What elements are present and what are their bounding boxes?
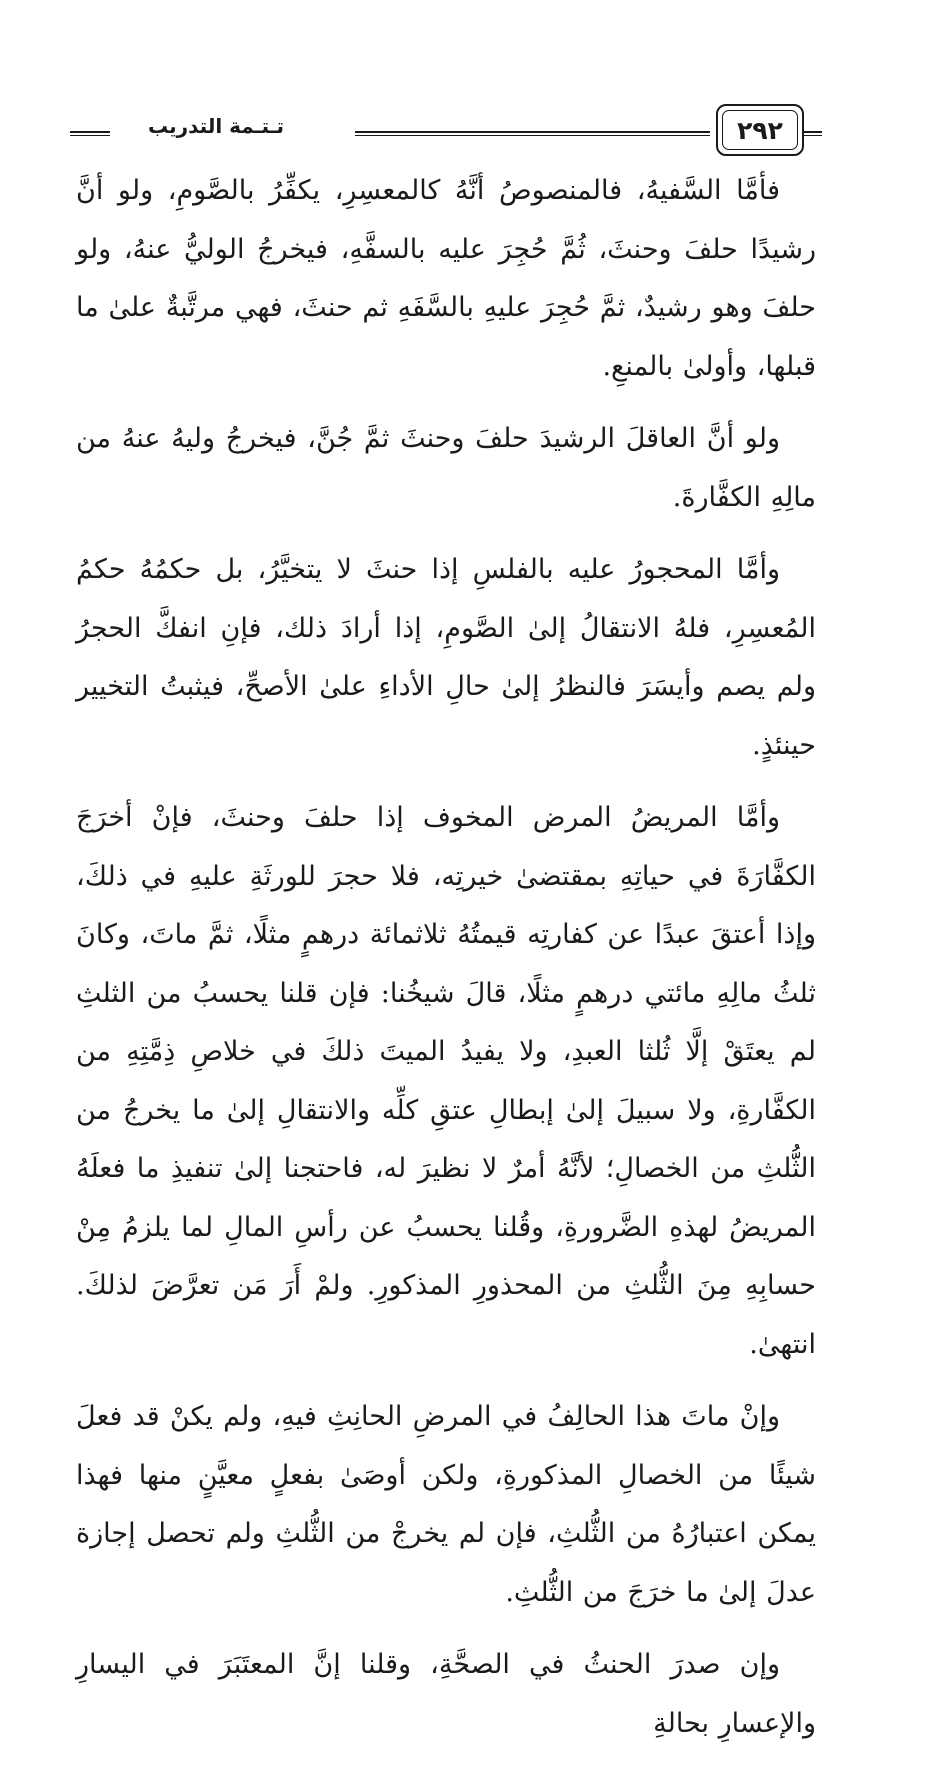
running-title: تـتـمة التدريب [147,114,285,138]
page-header [70,100,822,156]
header-rule-left [70,131,110,136]
paragraph: وإن صدرَ الحنثُ في الصحَّةِ، وقلنا إنَّ المعتَبَرَ في اليسارِ والإعسارِ بحالةِ [76,1649,816,1739]
paragraph: فأمَّا السَّفيهُ، فالمنصوصُ أنَّهُ كالمعسِرِ، يكفِّرُ بالصَّومِ، ولو أنَّ رشيدًا حلفَ وحنثَ، ثُمَّ حُجِرَ عليه بالسفَّهِ، فيخرجُ الوليُّ عنهُ، ولو حلفَ وهو رشيدٌ، ثمَّ حُجِرَ عليهِ بالسَّفَهِ ثم حنثَ، فهي مرتَّبةٌ علىٰ ما قبلها، وأولىٰ بالمنعِ. [76,175,816,382]
paragraph: ولو أنَّ العاقلَ الرشيدَ حلفَ وحنثَ ثمَّ جُنَّ، فيخرجُ وليهُ عنهُ من مالِهِ الكفَّارةَ. [76,423,816,513]
paragraph: وأمَّا المحجورُ عليه بالفلسِ إذا حنثَ لا يتخيَّرُ، بل حكمُهُ حكمُ المُعسِرِ، فلهُ الانتقالُ إلىٰ الصَّومِ، إذا أرادَ ذلك، فإنِ انفكَّ الحجرُ ولم يصم وأيسَرَ فالنظرُ إلىٰ حالِ الأداءِ علىٰ الأصحِّ، فيثبتُ التخيير حينئذٍ. [76,554,816,761]
paragraph: وإنْ ماتَ هذا الحالِفُ في المرضِ الحانِثِ فيهِ، ولم يكنْ قد فعلَ شيئًا من الخصالِ المذكورةِ، ولكن أوصَىٰ بفعلٍ معيَّنٍ منها فهذا يمكن اعتبارُهُ من الثُّلثِ، فإن لم يخرجْ من الثُّلثِ ولم تحصل إجازة عدلَ إلىٰ ما خرَجَ من الثُّلثِ. [76,1401,816,1608]
paragraph: وأمَّا المريضُ المرض المخوف إذا حلفَ وحنثَ، فإنْ أخرَجَ الكفَّارَةَ في حياتِهِ بمقتضىٰ خيرتِه، فلا حجرَ للورثَةِ عليهِ في ذلكَ، وإذا أعتقَ عبدًا عن كفارتِه قيمتُهُ ثلاثمائة درهمٍ مثلًا، ثمَّ ماتَ، وكانَ ثلثُ مالِهِ مائتي درهمٍ مثلًا، قالَ شيخُنا: فإن قلنا يحسبُ من الثلثِ لم يعتَقْ إلَّا ثُلثا العبدِ، ولا يفيدُ الميتَ ذلكَ في خلاصِ ذِمَّتِهِ من الكفَّارةِ، ولا سبيلَ إلىٰ إبطالِ عتقِ كلِّه والانتقالِ إلىٰ ما يخرجُ من الثُّلثِ من الخصالِ؛ لأنَّهُ أمرٌ لا نظيرَ له، فاحتجنا إلىٰ تنفيذِ ما فعلَهُ المريضُ لهذهِ الضَّرورةِ، وقُلنا يحسبُ عن رأسِ المالِ لما يلزمُ مِنْ حسابِهِ مِنَ الثُّلثِ من المحذورِ المذكورِ. ولمْ أَرَ مَن تعرَّضَ لذلكَ. انتهىٰ. [76,802,816,1360]
page-number: ٢٩٢ [737,115,783,145]
header-rule-middle [355,131,710,136]
header-rule-right [804,131,822,136]
body-text [76,162,816,1767]
page-number-frame [716,104,804,156]
